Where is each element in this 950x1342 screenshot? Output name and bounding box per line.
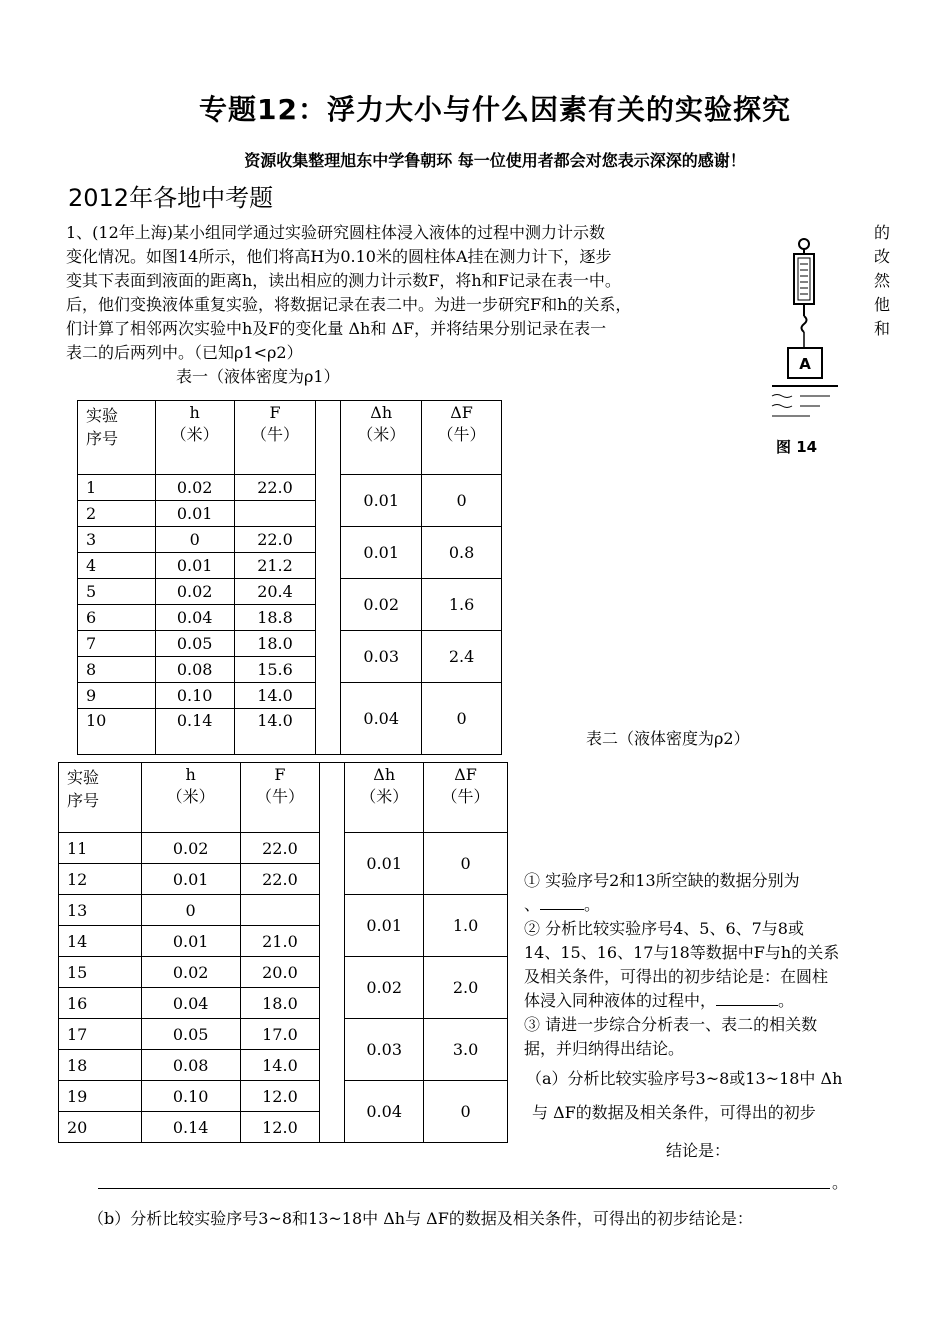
table1-header: ΔF （牛） — [422, 401, 502, 475]
table-row: 6 0.04 18.8 — [78, 605, 502, 631]
question-3-line-1: ③ 请进一步综合分析表一、表二的相关数 — [524, 1015, 818, 1034]
problem-line-4: 后，他们变换液体重复实验，将数据记录在表二中。为进一步研究F和h的关系， — [66, 295, 632, 314]
table-row: 5 0.02 20.4 0.02 1.6 — [78, 579, 502, 605]
table-row: 13 0 0.01 1.0 — [59, 895, 508, 926]
problem-right-word-2: 改 — [874, 247, 891, 266]
problem-right-word-3: 然 — [874, 271, 891, 290]
figure-14 — [770, 236, 860, 456]
table1-header: F （牛） — [234, 401, 316, 475]
problem-line-6: 表二的后两列中。（已知ρ1<ρ2） — [66, 343, 303, 362]
table2-header: F （牛） — [240, 763, 320, 833]
table-row: 19 0.10 12.0 0.04 0 — [59, 1081, 508, 1112]
table-row: 4 0.01 21.2 — [78, 553, 502, 579]
problem-right-word-5: 和 — [874, 319, 891, 338]
page-title: 专题12：浮力大小与什么因素有关的实验探究 — [199, 93, 791, 126]
question-3-line-2: 据，并归纳得出结论。 — [524, 1039, 685, 1058]
problem-line-2: 变化情况。如图14所示，他们将高H为0.10米的圆柱体A挂在测力计下，逐步 — [66, 247, 612, 266]
question-2-line-4: 体浸入同种液体的过程中， 。 — [524, 991, 795, 1010]
table-row: 2 0.01 — [78, 501, 502, 527]
table-row: 18 0.08 14.0 — [59, 1050, 508, 1081]
table1-caption: 表一（液体密度为ρ1） — [176, 367, 340, 386]
table1 — [77, 400, 502, 755]
answer-blank-1[interactable] — [540, 893, 584, 910]
table2 — [58, 762, 508, 1143]
problem-line-3: 变其下表面到液面的距离h，读出相应的测力计示数F，将h和F记录在表一中。 — [66, 271, 621, 290]
question-a-line-3: 结论是： — [666, 1141, 731, 1160]
table-row: 1 0.02 22.0 0.01 0 — [78, 475, 502, 501]
table-row: 11 0.02 22.0 0.01 0 — [59, 833, 508, 864]
question-2-line-1: ② 分析比较实验序号4、5、6、7与8或 — [524, 919, 804, 938]
question-2-line-2: 14、15、16、17与18等数据中F与h的关系 — [524, 943, 840, 962]
problem-right-word-4: 他 — [874, 295, 891, 314]
table2-caption: 表二（液体密度为ρ2） — [586, 729, 750, 748]
table2-header-row — [59, 763, 508, 833]
section-heading: 2012年各地中考题 — [68, 184, 274, 212]
table1-header-row — [78, 401, 502, 475]
question-1-line-1: ① 实验序号2和13所空缺的数据分别为 — [524, 871, 800, 890]
table-row: 8 0.08 15.6 — [78, 657, 502, 683]
block-a-label: A — [799, 355, 811, 373]
figure-caption: 图 14 — [776, 438, 818, 456]
table-row: 20 0.14 12.0 — [59, 1112, 508, 1143]
table-row: 15 0.02 20.0 0.02 2.0 — [59, 957, 508, 988]
problem-line-5: 们计算了相邻两次实验中h及F的变化量 Δh和 ΔF，并将结果分别记录在表一 — [66, 319, 607, 338]
table-row: 3 0 22.0 0.01 0.8 — [78, 527, 502, 553]
answer-line-a[interactable] — [98, 1188, 830, 1189]
table-row: 9 0.10 14.0 0.04 0 — [78, 683, 502, 709]
table-row: 14 0.01 21.0 — [59, 926, 508, 957]
question-a-line-1: （a）分析比较实验序号3~8或13~18中 Δh — [526, 1069, 843, 1088]
question-1-line-2: 、 。 — [524, 895, 601, 914]
table-row: 16 0.04 18.0 — [59, 988, 508, 1019]
table-row: 12 0.01 22.0 — [59, 864, 508, 895]
table1-header: 实验 序号 — [78, 401, 156, 475]
problem-line-1: 1、(12年上海)某小组同学通过实验研究圆柱体浸入液体的过程中测力计示数 — [66, 223, 606, 242]
question-2-line-3: 及相关条件，可得出的初步结论是：在圆柱 — [524, 967, 829, 986]
table2-header: ΔF （牛） — [424, 763, 508, 833]
answer-blank-2[interactable] — [716, 989, 778, 1006]
table2-header: 实验 序号 — [59, 763, 142, 833]
table1-header: h （米） — [155, 401, 234, 475]
table-row: 10 0.14 14.0 — [78, 709, 502, 755]
table1-header: Δh （米） — [341, 401, 422, 475]
spring-scale-illustration — [770, 236, 860, 436]
question-b: （b）分析比较实验序号3~8和13~18中 Δh与 ΔF的数据及相关条件，可得出的初步结论是： — [88, 1209, 753, 1228]
table-row: 7 0.05 18.0 0.03 2.4 — [78, 631, 502, 657]
table-row: 17 0.05 17.0 0.03 3.0 — [59, 1019, 508, 1050]
page-subtitle: 资源收集整理旭东中学鲁朝环 每一位使用者都会对您表示深深的感谢！ — [244, 151, 746, 170]
table2-header: h （米） — [141, 763, 240, 833]
answer-line-a-end: 。 — [832, 1173, 849, 1192]
table2-header: Δh （米） — [345, 763, 424, 833]
question-a-line-2: 与 ΔF的数据及相关条件，可得出的初步 — [532, 1103, 816, 1122]
problem-right-word-1: 的 — [874, 223, 891, 242]
